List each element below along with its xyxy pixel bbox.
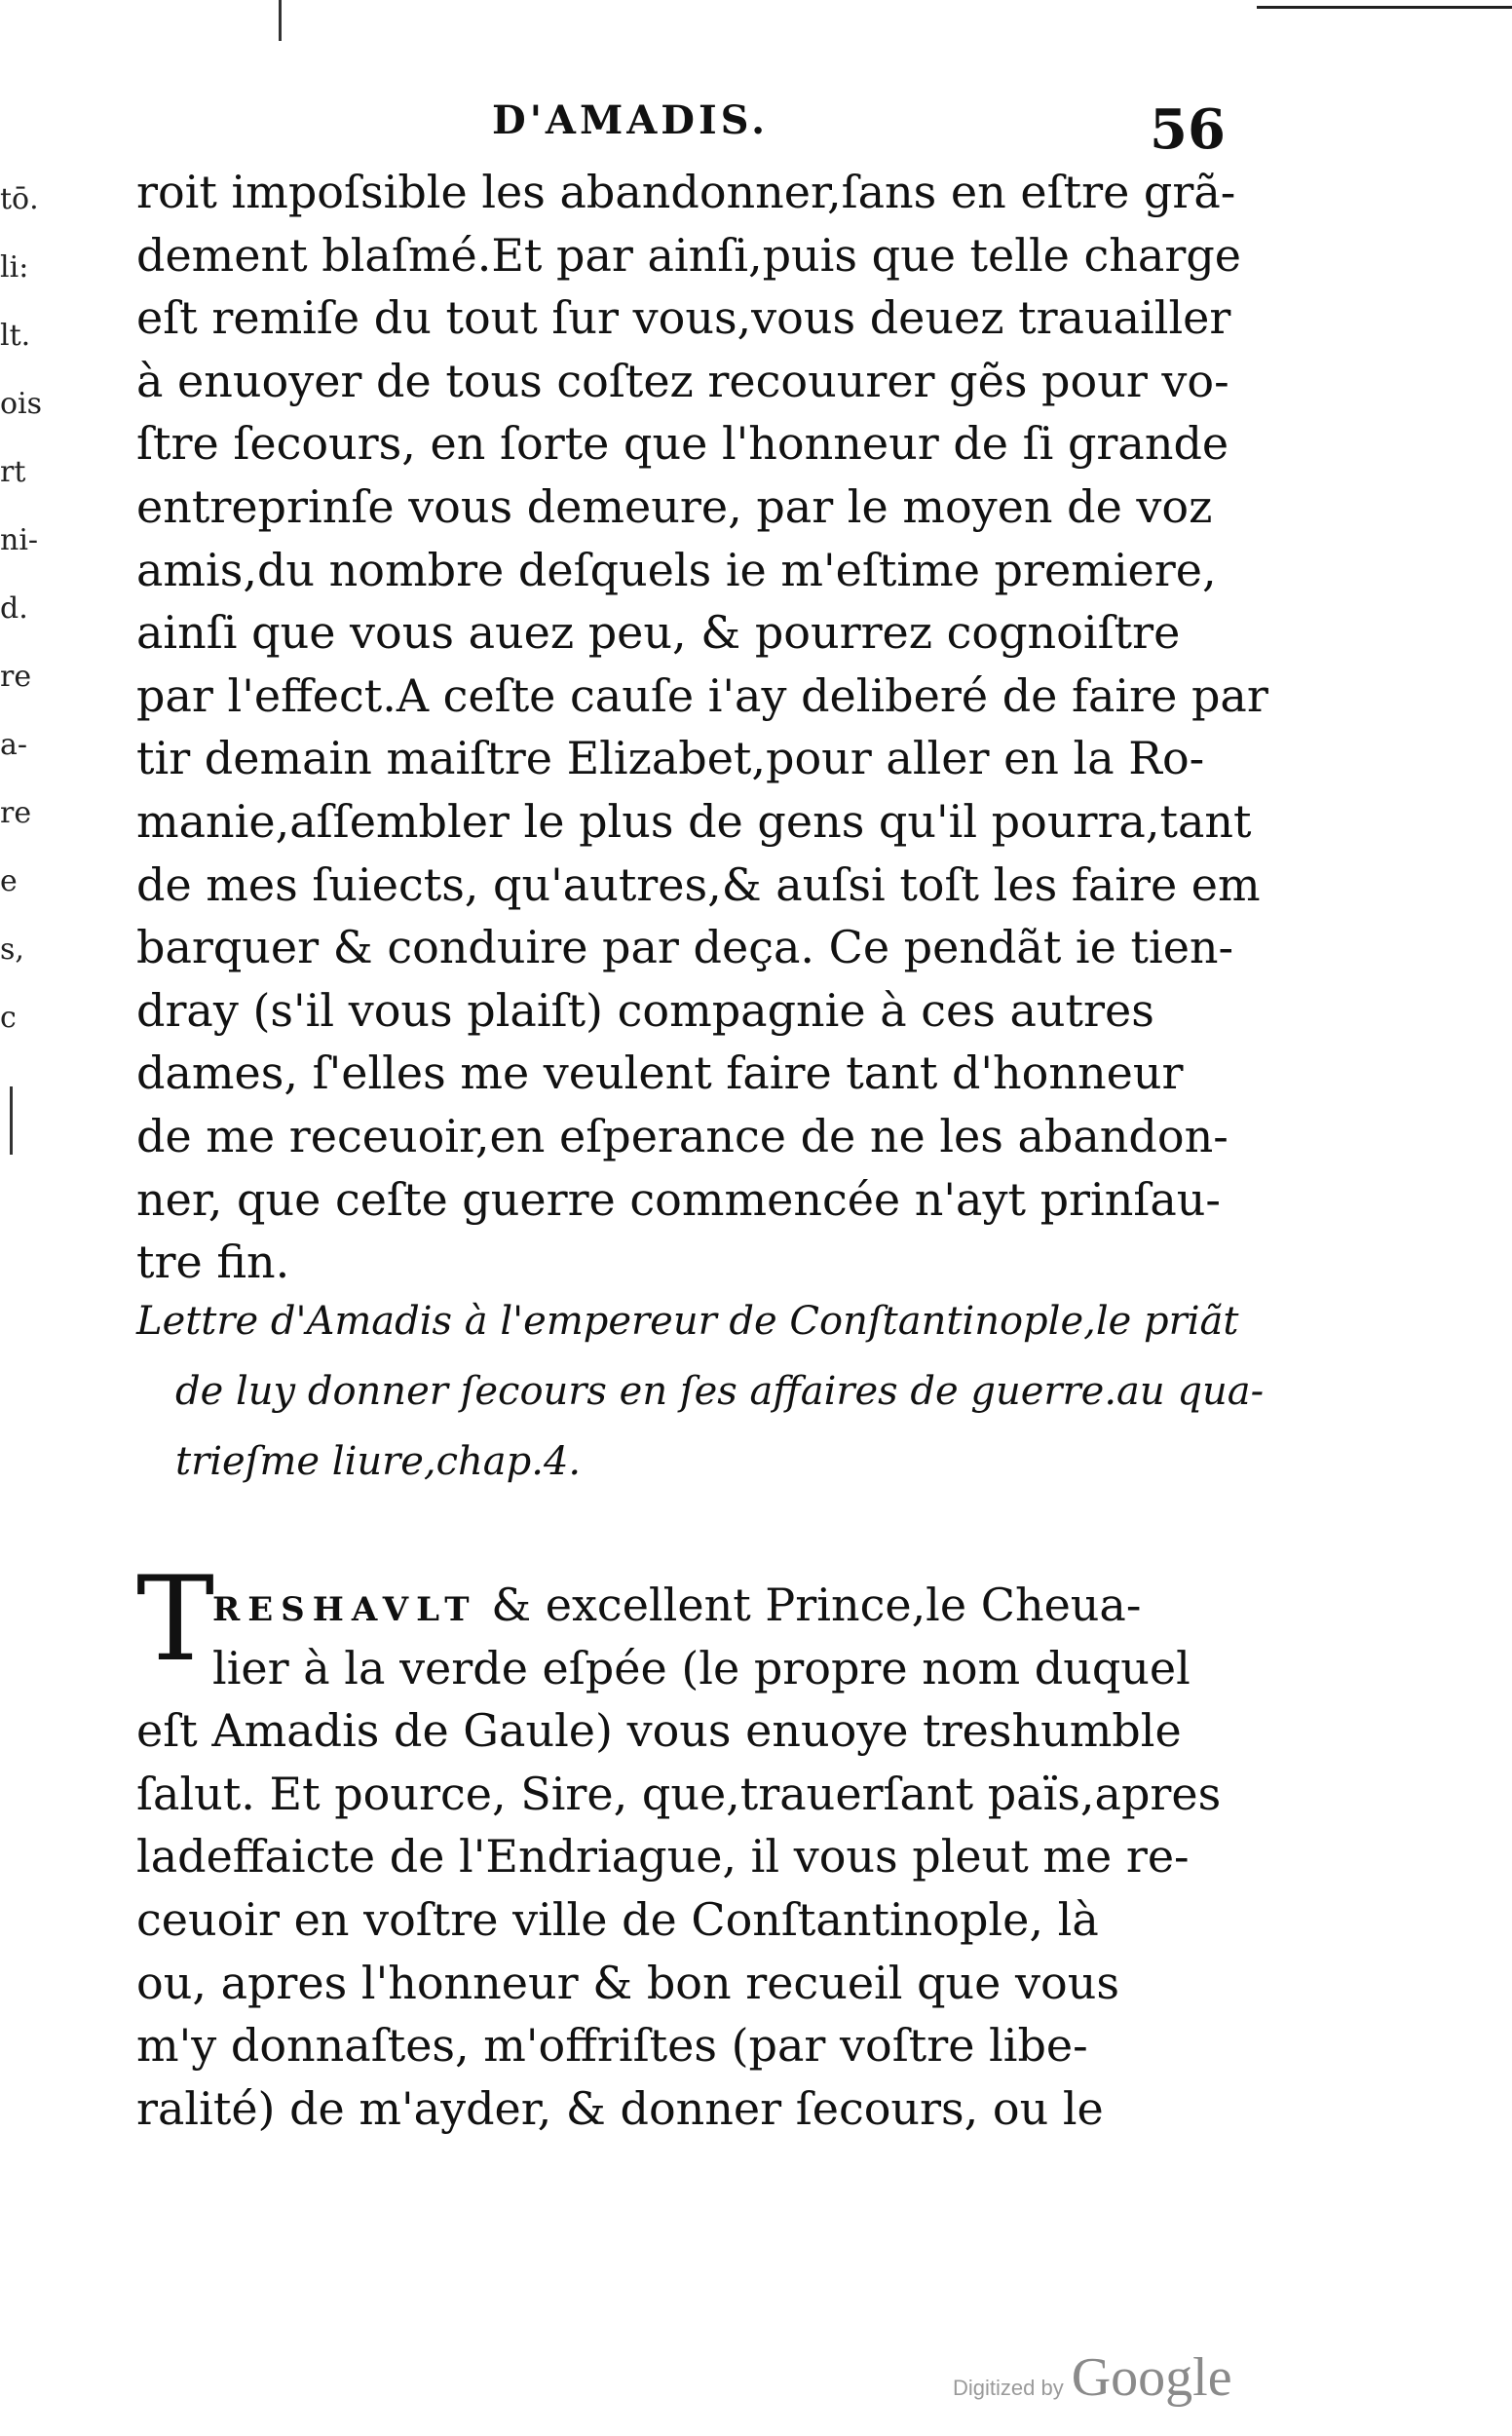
margin-rule <box>10 1086 13 1155</box>
text-line: entreprinſe vous demeure, par le moyen de voz <box>136 479 1213 533</box>
text-line: de me receuoir,en eſperance de ne les abandon- <box>136 1109 1228 1162</box>
text-line: ſtre ſecours, en ſorte que l'honneur de ſi grande <box>136 417 1229 471</box>
margin-fragment: re <box>0 660 32 694</box>
opening-line-rest: & excellent Prince,le Cheua- <box>476 1579 1142 1631</box>
text-line: lier à la verde eſpée (le propre nom duquel <box>212 1641 1191 1694</box>
text-line: tre fin. <box>136 1236 290 1289</box>
letter-text <box>136 1552 1222 2140</box>
margin-fragment: s, <box>0 933 24 967</box>
margin-fragment: ois <box>0 387 43 421</box>
margin-fragment: re <box>0 796 32 830</box>
text-line: dray (s'il vous plaiſt) compagnie à ces autres <box>136 983 1154 1037</box>
heading-line: trieſme liure,chap.4. <box>175 1439 582 1484</box>
text-line: ou, apres l'honneur & bon recueil que vous <box>136 1956 1119 2009</box>
margin-fragment: li: <box>0 250 29 285</box>
scan-edge-rule <box>1257 6 1512 9</box>
margin-fragment: c <box>0 1001 17 1035</box>
margin-fragment: rt <box>0 455 26 489</box>
margin-fragment: e <box>0 864 18 898</box>
margin-fragment: a- <box>0 728 28 762</box>
text-line: tir demain maiſtre Elizabet,pour aller en la Ro- <box>136 732 1205 785</box>
text-line: dames, ſ'elles me veulent faire tant d'honneur <box>136 1047 1184 1100</box>
drop-cap: T <box>136 1552 215 1688</box>
heading-line: de luy donner ſecours en ſes affaires de guerre.au qua- <box>175 1369 1265 1414</box>
text-line <box>136 1574 1208 1637</box>
text-line: à enuoyer de tous coſtez recouurer gẽs pour vo- <box>136 354 1229 407</box>
scan-edge-tick <box>279 0 282 41</box>
page-number: 56 <box>1150 97 1226 162</box>
text-line: manie,aſſembler le plus de gens qu'il pourra,tant <box>136 794 1252 848</box>
text-line: ralité) de m'ayder, & donner ſecours, ou le <box>136 2081 1104 2135</box>
watermark-prefix: Digitized by <box>953 2376 1064 2400</box>
text-line: amis,du nombre deſquels ie m'eſtime premiere, <box>136 543 1217 596</box>
margin-fragment: lt. <box>0 319 31 353</box>
running-head: D'AMADIS. <box>492 97 770 143</box>
section-heading <box>136 1286 1265 1497</box>
heading-line: Lettre d'Amadis à l'empereur de Conſtantinople,le priãt <box>136 1299 1239 1344</box>
text-line: ner, que ceſte guerre commencée n'ayt prinſau- <box>136 1172 1221 1226</box>
google-logo: Google <box>1071 2347 1232 2408</box>
margin-fragment: d. <box>0 591 28 626</box>
text-line: roit impoſsible les abandonner,ſans en eſtre grã- <box>136 166 1236 218</box>
margin-fragment: ni- <box>0 523 39 557</box>
text-line: dement blaſmé.Et par ainſi,puis que telle charge <box>136 228 1241 282</box>
text-line: ſalut. Et pource, Sire, que,trauerſant païs,apres <box>136 1767 1222 1820</box>
margin-fragment: tō. <box>0 182 39 216</box>
text-line: eſt Amadis de Gaule) vous enuoye treshumble <box>136 1704 1182 1758</box>
left-margin-bleed-through <box>0 182 43 1072</box>
text-line: ainſi que vous auez peu, & pourrez cognoiſtre <box>136 606 1181 660</box>
digitized-by-google-watermark <box>953 2346 1274 2408</box>
text-line: ladeffaicte de l'Endriague, il vous pleut me re- <box>136 1830 1190 1884</box>
text-line: barquer & conduire par deça. Ce pendãt ie tien- <box>136 921 1234 974</box>
text-line: ceuoir en voſtre ville de Conſtantinople, là <box>136 1892 1099 1946</box>
opening-small-caps: RESHAVLT <box>212 1590 477 1629</box>
text-line: eſt remiſe du tout ſur vous,vous deuez trauailler <box>136 291 1231 345</box>
text-line: par l'effect.A ceſte cauſe i'ay deliberé de faire par <box>136 668 1268 722</box>
text-line: m'y donnaſtes, m'offriſtes (par voſtre libe- <box>136 2019 1088 2073</box>
text-line: de mes ſuiects, qu'autres,& auſsi toſt les faire em <box>136 857 1261 911</box>
body-text <box>136 161 1268 1294</box>
